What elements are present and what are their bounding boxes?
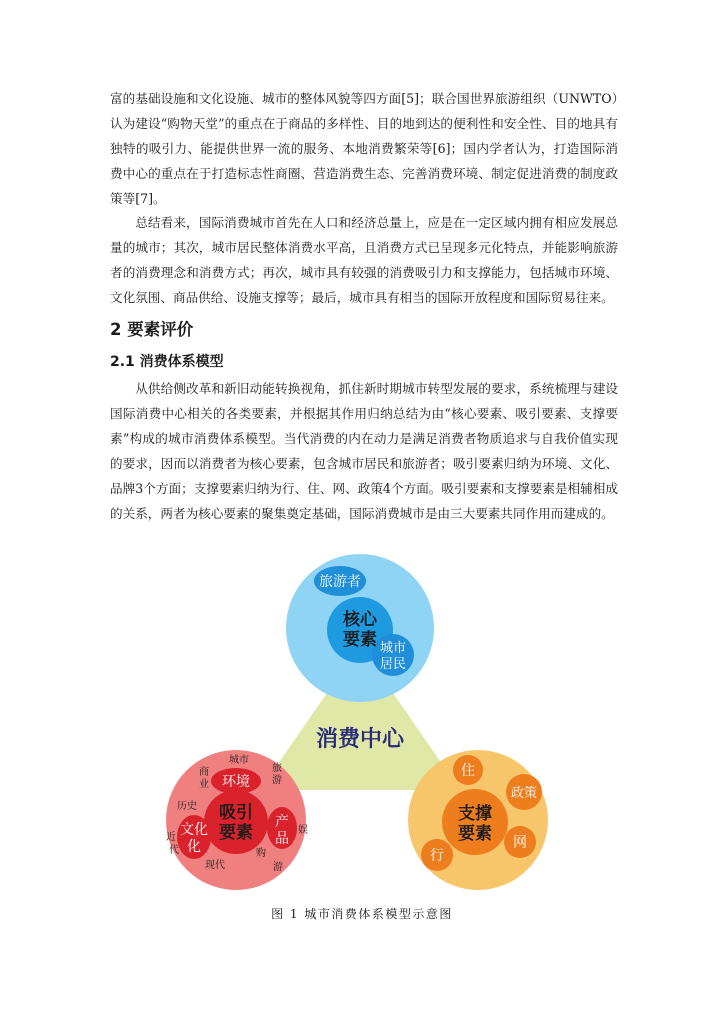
- product-label-line2: 品: [275, 831, 289, 847]
- attract-small-modern: 现代: [205, 860, 225, 871]
- paragraph-3: 从供给侧改革和新旧动能转换视角，抓住新时期城市转型发展的要求，系统梳理与建设国际消费中心相关的各类要素，并根据其作用归纳总结为由“核心要素、吸引要素、支撑要素”构成的城市消费体系模型。当代消费的内在动力是满足消费者物质追求与自我价值实现的要求，因而以消费者为核心要素，包含城市居民和旅游者；吸引要素归纳为环境、文化、品牌3个方面；支撑要素归纳为行、住、网、政策4个方面。吸引要素和支撑要素是相辅相成的关系，两者为核心要素的聚集奠定基础，国际消费城市是由三大要素共同作用而建成的。: [110, 381, 618, 521]
- culture-label-line1: 文化: [180, 822, 208, 838]
- support-title-line2: 要素: [458, 824, 492, 844]
- attract-small-city: 城市: [229, 755, 249, 766]
- section-heading: 2 要素评价: [110, 320, 194, 339]
- attract-title-line1: 吸引: [219, 803, 253, 823]
- attract-small-you: 游: [272, 775, 282, 786]
- resident-label-line2: 居民: [379, 657, 407, 672]
- tourist-label: 旅游者: [319, 574, 361, 590]
- product-label-line1: 产: [275, 814, 289, 830]
- center-label: 消费中心: [315, 727, 405, 752]
- net-label: 网: [513, 835, 527, 851]
- subsection-heading: 2.1 消费体系模型: [110, 354, 224, 370]
- xing-label: 行: [430, 848, 444, 864]
- figure-caption: 图 1 城市消费体系模型示意图: [271, 907, 453, 921]
- core-title-line1: 核心: [343, 610, 377, 630]
- policy-label: 政策: [510, 786, 538, 801]
- attract-small-jin: 近: [166, 832, 176, 843]
- attract-small-history: 历史: [177, 801, 197, 812]
- paragraph-2: 总结看来，国际消费城市首先在人口和经济总量上，应是在一定区域内拥有相应发展总量的城市；其次，城市居民整体消费水平高，且消费方式已呈现多元化特点，并能影响旅游者的消费理念和消费方式；再次，城市具有较强的消费吸引力和支撑能力，包括城市环境、文化氛围、商品供给、设施支撑等；最后，城市具有相当的国际开放程度和国际贸易往来。: [110, 215, 618, 305]
- attract-small-dai: 代: [169, 845, 179, 856]
- support-title-line1: 支撑: [458, 804, 492, 824]
- core-title-line2: 要素: [343, 630, 377, 650]
- attract-title-line2: 要素: [219, 823, 253, 843]
- attract-small-lv: 旅: [272, 763, 282, 774]
- attract-small-yu: 娱: [298, 825, 308, 836]
- attract-small-shang: 商: [199, 767, 209, 778]
- attract-small-ye: 业: [199, 779, 209, 790]
- zhu-label: 住: [461, 763, 475, 779]
- resident-label-line1: 城市: [379, 641, 407, 656]
- consumption-system-diagram: [150, 550, 570, 900]
- env-label: 环境: [222, 774, 250, 790]
- culture-label-line2: 化: [187, 839, 201, 855]
- paragraph-1: 富的基础设施和文化设施、城市的整体风貌等四方面[5]；联合国世界旅游组织（UNWTO）认为建设“购物天堂”的重点在于商品的多样性、目的地到达的便利性和安全性、目的地具有独特的吸引力、能提供世界一流的服务、本地消费繁荣等[6]；国内学者认为，打造国际消费中心的重点在于打造标志性商圈、营造消费生态、完善消费环境、制定促进消费的制度政策等[7]。: [110, 91, 618, 206]
- attract-small-gou: 购: [256, 848, 266, 859]
- attract-small-you2: 游: [273, 862, 283, 873]
